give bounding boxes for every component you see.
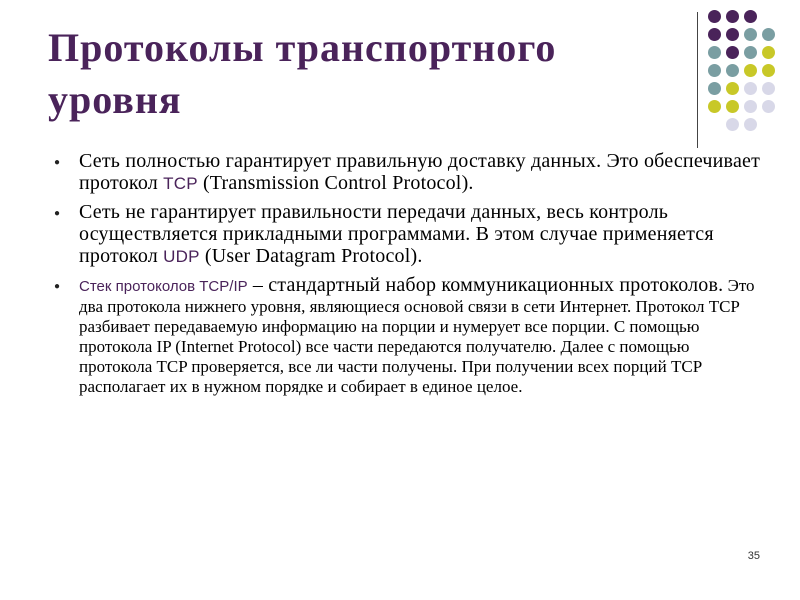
decorative-dot [708,82,721,95]
bullet-text [79,274,763,397]
decorative-dot [762,46,775,59]
bullet-list [48,150,763,403]
bullet-text [79,150,763,195]
decorative-dot [726,28,739,41]
decorative-dot [726,64,739,77]
decorative-dot [726,10,739,23]
protocol-name-udp: UDP [163,247,200,266]
decorative-dot [762,100,775,113]
bullet-item-tcpip [48,274,763,397]
decorative-dot [762,64,775,77]
decorative-dot [708,46,721,59]
decorative-dot [744,64,757,77]
decorative-dot [708,28,721,41]
divider-line [697,12,698,148]
bullet-item-udp [48,201,763,268]
bullet-text-part: Сеть не гарантирует правильности передачи данных, весь контроль осуществляется прикладными программами. В этом случае применяется протокол [79,201,714,267]
bullet-text-part: (User Datagram Protocol). [199,245,423,267]
bullet-marker-icon: ● [54,208,61,219]
bullet-marker-icon: ● [54,157,61,168]
decorative-dot [726,46,739,59]
decorative-dot [708,64,721,77]
decorative-dot [762,82,775,95]
bullet-text-part: Это два протокола нижнего уровня, являющиеся основой связи в сети Интернет. Протокол TCP разбивает передаваемую информацию на порции и нумерует все порции. С помощью протокола IP (Internet Protocol) все части передаются получателю. Далее с помощью протокола TCP проверяется, все ли части получены. При получении всех порций TCP располагает их в нужном порядке и собирает в единое целое. [79,276,755,396]
decorative-dot [744,82,757,95]
slide-title: Протоколы транспортного уровня [48,25,557,122]
protocol-name-tcp: TCP [163,174,198,193]
decorative-dot [744,28,757,41]
bullet-text [79,201,763,268]
decorative-dot [744,46,757,59]
decorative-dot-grid [705,10,785,130]
decorative-dot [726,82,739,95]
bullet-text-part: – стандартный набор коммуникационных протоколов. [247,274,724,296]
bullet-marker-icon: ● [54,281,61,292]
bullet-item-tcp [48,150,763,195]
decorative-dot [726,118,739,131]
protocol-stack-name: Стек протоколов TCP/IP [79,278,248,295]
decorative-dot [744,100,757,113]
decorative-dot [708,10,721,23]
decorative-dot [744,118,757,131]
page-number: 35 [747,550,760,562]
decorative-dot [744,10,757,23]
decorative-dot [726,100,739,113]
bullet-text-part: (Transmission Control Protocol). [197,172,474,194]
decorative-dot [762,28,775,41]
decorative-dot [708,100,721,113]
bullet-text-part: Сеть полностью гарантирует правильную доставку данных. Это обеспечивает протокол [79,150,761,194]
